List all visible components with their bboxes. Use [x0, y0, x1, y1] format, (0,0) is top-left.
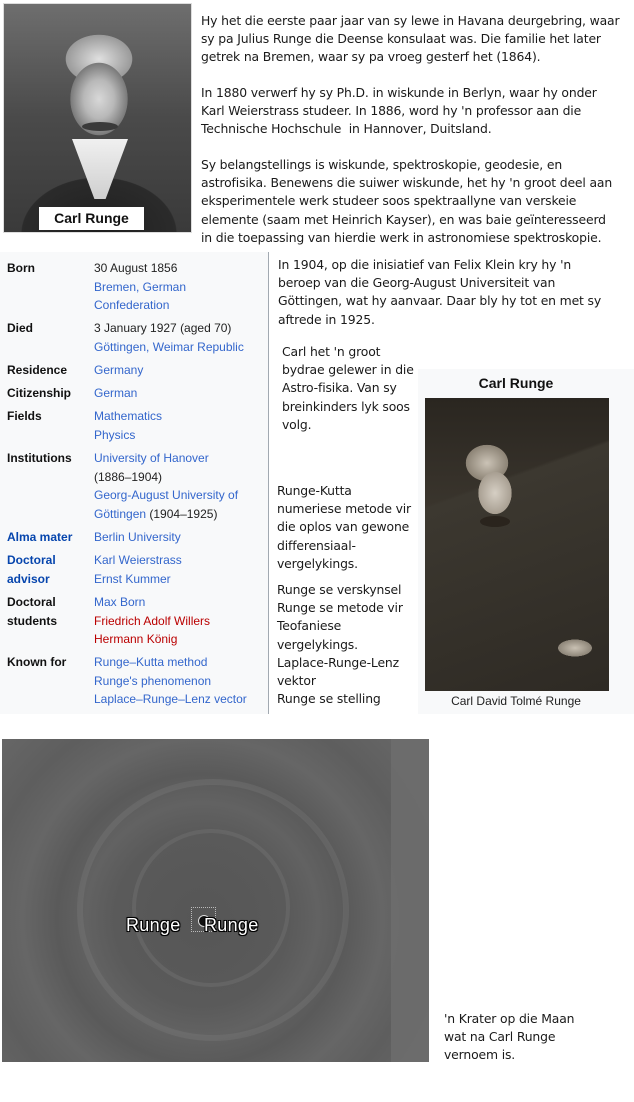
intro-paragraph-1 [201, 12, 631, 67]
text-line: vergelykings. [277, 555, 358, 571]
runge-crater-moon-image [2, 739, 429, 1062]
text-line: Astro-fisika. Van sy [282, 380, 397, 396]
text-line: 'n Krater op die Maan [444, 1011, 575, 1026]
link-runge-kutta-method[interactable]: Runge–Kutta method [94, 655, 208, 669]
carl-runge-portrait-top [3, 3, 192, 233]
infobox-value [94, 407, 264, 444]
link-runges-phenomenon[interactable]: Runge's phenomenon [94, 673, 212, 688]
infobox-label-link[interactable] [7, 551, 92, 588]
text-line: Runge se verskynsel [277, 582, 402, 597]
infobox-label: Known for [7, 655, 67, 669]
infobox-label: Residence [7, 363, 68, 377]
intro-paragraph-3 [201, 156, 633, 247]
infobox-label: Citizenship [7, 386, 72, 400]
label-line: Doctoral [7, 595, 56, 609]
infobox [0, 252, 269, 714]
text-line: elemente (saam met Heinrich Kayser), en was baie geïnteresseerd [201, 211, 606, 227]
crater-caption [444, 1010, 624, 1065]
text-line: vektor [277, 673, 316, 689]
text-line: Runge-Kutta [277, 483, 352, 498]
text-line: differensiaal- [277, 537, 356, 553]
portrait-mustache [82, 122, 118, 131]
infobox-label-link[interactable]: Alma mater [7, 530, 73, 544]
portrait-caption: Carl Runge [39, 207, 144, 230]
text-line: Teofaniese [277, 618, 342, 634]
carl-runge-portrait-box [418, 369, 634, 714]
text-line: sy pa Julius Runge die Deense konsulaat was. Die familie het later [201, 31, 601, 47]
infobox-value [94, 653, 264, 709]
infobox-value [94, 551, 264, 588]
link-gottingen[interactable]: Göttingen [94, 506, 147, 521]
link-mathematics[interactable]: Mathematics [94, 409, 163, 423]
text-line: aftrede in 1925. [278, 311, 375, 327]
contribution-intro [282, 343, 422, 434]
text-line: breinkinders lyk soos [282, 398, 410, 414]
portrait-caption: Carl David Tolmé Runge [451, 694, 581, 708]
link-laplace-runge-lenz-vector[interactable]: Laplace–Runge–Lenz vector [94, 692, 247, 706]
text-line: bydrae gelewer in die [282, 362, 414, 378]
text-line: die oplos van gewone [277, 519, 410, 535]
text-line: numeriese metode vir [277, 501, 412, 517]
text-line: Hy het die eerste paar jaar van sy lewe in Havana deurgebring, waar [201, 13, 620, 28]
contribution-list [277, 581, 422, 708]
label-line: Doctoral [7, 553, 56, 567]
text-line: eksperimentele werk studeer soos spektraallyne van verskeie [201, 193, 577, 209]
text-line: beroep van die Georg-August Universiteit van [278, 275, 556, 291]
text-line: Carl het 'n groot [282, 344, 381, 359]
hanover-years: (1886–1904) [94, 469, 163, 484]
infobox-value [94, 361, 264, 380]
text-line: In 1880 verwerf hy sy Ph.D. in wiskunde in Berlyn, waar hy onder [201, 85, 597, 100]
portrait-mustache [480, 516, 510, 527]
redlink-friedrich-adolf-willers[interactable]: Friedrich Adolf Willers [94, 613, 211, 628]
text-line: volg. [282, 416, 312, 432]
text-line: getrek na Bremen, waar sy pa vroeg gesterf het (1864). [201, 49, 541, 65]
link-confederation[interactable]: Confederation [94, 298, 170, 312]
birth-date: 30 August 1856 [94, 261, 178, 275]
text-line: In 1904, op die inisiatief van Felix Klein kry hy 'n [278, 257, 572, 272]
infobox-label: Fields [7, 409, 42, 423]
text-line: vernoem is. [444, 1047, 516, 1063]
text-line: in die toepassing van hierdie werk in astronomiese spektroskopie. [201, 229, 602, 245]
intro-paragraph-2 [201, 84, 631, 139]
redlink-hermann-konig[interactable]: Hermann König [94, 632, 178, 646]
portrait-title: Carl Runge [478, 375, 554, 391]
link-ernst-kummer[interactable]: Ernst Kummer [94, 571, 171, 586]
text-line: Runge se stelling [277, 691, 381, 707]
text-line: Runge se metode vir [277, 600, 403, 616]
infobox-label: Died [7, 321, 34, 335]
crater-label-right: Runge [204, 915, 259, 935]
death-date: 3 January 1927 (aged 70) [94, 321, 232, 335]
link-karl-weierstrass[interactable]: Karl Weierstrass [94, 553, 182, 567]
infobox-value [94, 259, 264, 315]
link-berlin-university[interactable]: Berlin University [94, 530, 181, 544]
text-line: wat na Carl Runge [444, 1029, 556, 1045]
infobox-label: Institutions [7, 451, 72, 465]
text-line: vergelykings. [277, 636, 358, 652]
portrait-collar [72, 139, 128, 199]
link-max-born[interactable]: Max Born [94, 595, 146, 609]
text-line: Technische Hochschule in Hannover, Duitsland. [201, 121, 492, 137]
text-line: Sy belangstellings is wiskunde, spektroskopie, geodesie, en [201, 157, 563, 172]
contribution-runge-kutta [277, 482, 422, 573]
link-bremen[interactable]: Bremen, German [94, 279, 187, 294]
infobox-value [94, 528, 264, 547]
text-line: Göttingen, wat hy aanvaar. Daar bly hy tot en met sy [278, 293, 602, 309]
text-line: astrofisika. Benewens die suiwer wiskunde, het hy 'n groot deel aan [201, 175, 613, 191]
gottingen-years: (1904–1925) [146, 506, 218, 521]
link-gottingen-weimar[interactable]: Göttingen, Weimar Republic [94, 339, 244, 354]
link-germany[interactable]: Germany [94, 363, 144, 377]
infobox-label: Born [7, 261, 35, 275]
infobox-value [94, 319, 264, 356]
label-line: advisor [7, 571, 50, 586]
infobox-value [94, 449, 264, 523]
link-georg-august-university[interactable]: Georg-August University of [94, 488, 239, 502]
crater-label-left: Runge [126, 915, 181, 935]
image-tile-edge [391, 739, 429, 1062]
infobox-value [94, 593, 264, 649]
gottingen-paragraph [278, 256, 632, 329]
label-line: students [7, 613, 58, 628]
text-line: Karl Weierstrass studeer. In 1886, word hy 'n professor aan die [201, 103, 582, 119]
link-german[interactable]: German [94, 386, 138, 400]
link-physics[interactable]: Physics [94, 427, 136, 442]
carl-runge-seated-photo [425, 398, 609, 691]
text-line: Laplace-Runge-Lenz [277, 654, 399, 670]
link-university-of-hanover[interactable]: University of Hanover [94, 451, 209, 465]
infobox-value [94, 384, 264, 403]
infobox-label [7, 593, 92, 630]
